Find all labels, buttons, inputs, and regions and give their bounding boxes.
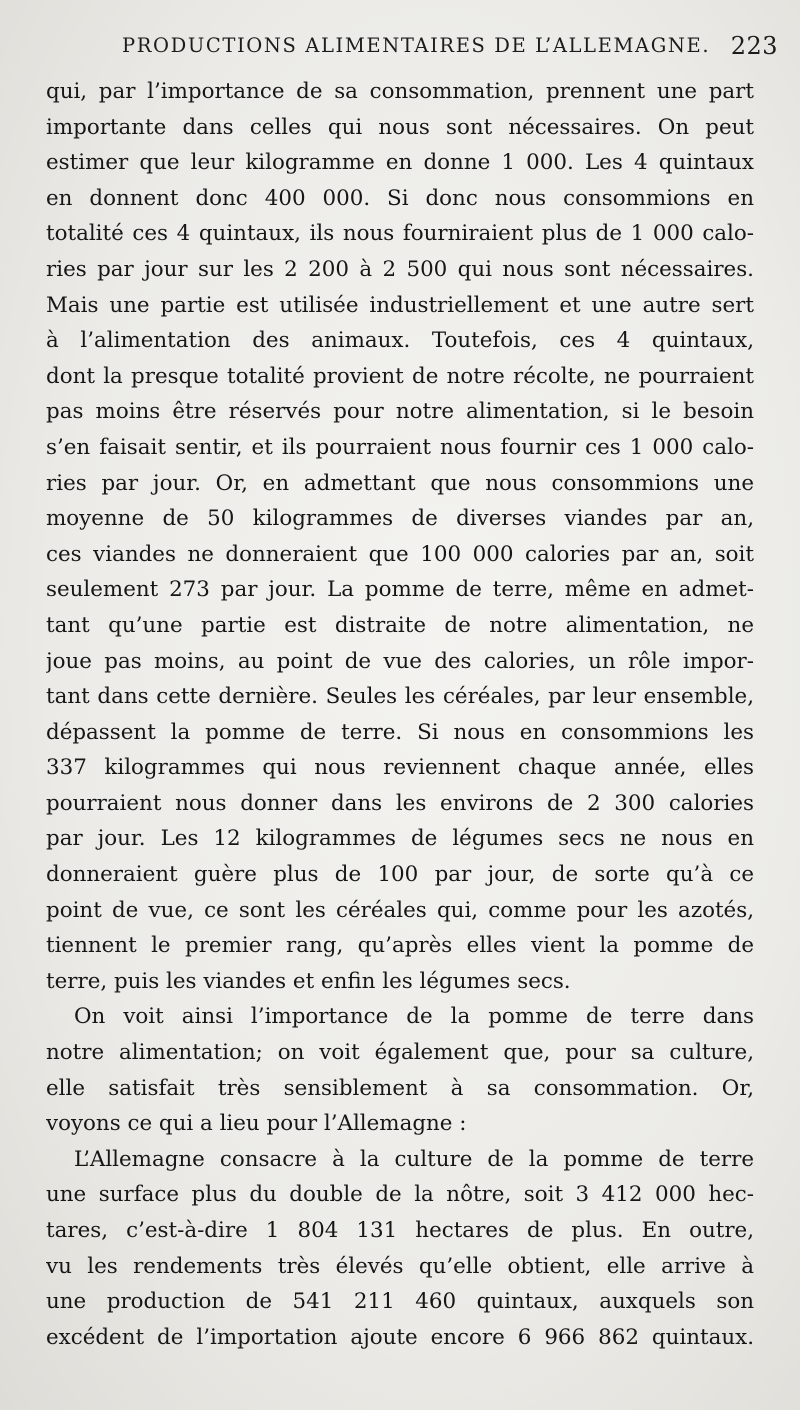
text-line: s’en faisait sentir, et ils pourraient nous fournir ces 1 000 calo- <box>46 434 754 460</box>
text-line: moyenne de 50 kilogrammes de diverses viandes par an, <box>46 506 754 532</box>
body-text <box>46 74 754 1355</box>
text-line: notre alimentation; on voit également que, pour sa culture, <box>46 1040 754 1066</box>
text-line: tiennent le premier rang, qu’après elles vient la pomme de <box>46 933 754 959</box>
running-title: PRODUCTIONS ALIMENTAIRES DE L’ALLEMAGNE. <box>122 34 711 57</box>
text-line: tant dans cette dernière. Seules les céréales, par leur ensemble, <box>46 684 754 710</box>
text-line: pas moins être réservés pour notre alimentation, si le besoin <box>46 399 754 425</box>
text-line: donneraient guère plus de 100 par jour, de sorte qu’à ce <box>46 862 754 888</box>
text-line: elle satisfait très sensiblement à sa consommation. Or, <box>46 1075 754 1101</box>
paragraph-start-line: On voit ainsi l’importance de la pomme de terre dans <box>74 1004 754 1030</box>
text-line: Mais une partie est utilisée industriellement et une autre sert <box>46 292 754 318</box>
text-line: une surface plus du double de la nôtre, soit 3 412 000 hec- <box>46 1182 754 1208</box>
paragraph-start-line: L’Allemagne consacre à la culture de la pomme de terre <box>74 1146 754 1172</box>
text-line: dépassent la pomme de terre. Si nous en consommions les <box>46 719 754 745</box>
text-line: ries par jour. Or, en admettant que nous consommions une <box>46 470 754 496</box>
paragraph-end-line: terre, puis les viandes et enfin les légumes secs. <box>46 968 571 994</box>
text-line: par jour. Les 12 kilogrammes de légumes secs ne nous en <box>46 826 754 852</box>
text-line: pourraient nous donner dans les environs de 2 300 calories <box>46 790 754 816</box>
text-line: estimer que leur kilogramme en donne 1 000. Les 4 quintaux <box>46 150 754 176</box>
text-line: joue pas moins, au point de vue des calories, un rôle impor- <box>46 648 754 674</box>
text-line: dont la presque totalité provient de notre récolte, ne pourraient <box>46 363 754 389</box>
text-line: point de vue, ce sont les céréales qui, comme pour les azotés, <box>46 897 754 923</box>
text-line: une production de 541 211 460 quintaux, auxquels son <box>46 1289 754 1315</box>
page-number: 223 <box>730 32 778 60</box>
text-line: en donnent donc 400 000. Si donc nous consommions en <box>46 185 754 211</box>
text-line: tant qu’une partie est distraite de notre alimentation, ne <box>46 612 754 638</box>
text-line: excédent de l’importation ajoute encore 6 966 862 quintaux. <box>46 1324 754 1350</box>
text-line: vu les rendements très élevés qu’elle obtient, elle arrive à <box>46 1253 754 1279</box>
paragraph-end-line: voyons ce qui a lieu pour l’Allemagne : <box>46 1111 467 1137</box>
text-line: importante dans celles qui nous sont nécessaires. On peut <box>46 114 754 140</box>
text-line: totalité ces 4 quintaux, ils nous fourniraient plus de 1 000 calo- <box>46 221 754 247</box>
text-line: seulement 273 par jour. La pomme de terre, même en admet- <box>46 577 754 603</box>
text-line: ces viandes ne donneraient que 100 000 calories par an, soit <box>46 541 754 567</box>
text-line: 337 kilogrammes qui nous reviennent chaque année, elles <box>46 755 754 781</box>
text-line: à l’alimentation des animaux. Toutefois, ces 4 quintaux, <box>46 328 754 354</box>
text-line: qui, par l’importance de sa consommation, prennent une part <box>46 79 754 104</box>
text-line: tares, c’est-à-dire 1 804 131 hectares de plus. En outre, <box>46 1218 754 1243</box>
text-line: ries par jour sur les 2 200 à 2 500 qui nous sont nécessaires. <box>46 256 754 282</box>
page-header <box>0 34 800 68</box>
